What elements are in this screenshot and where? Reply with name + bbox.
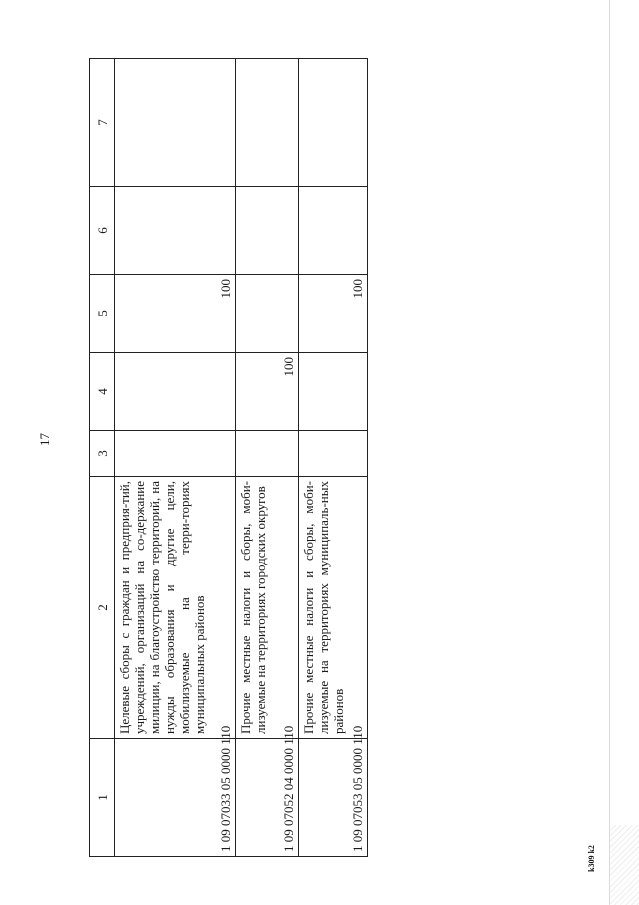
revenue-name: Целевые сборы с граждан и предприя-тий, учреждений, организаций на со-держание милиции, на благоустройство территорий, на нужды образования и другие цели, мобилизуемые на терри-ториях муниципальных районов xyxy=(115,477,236,739)
value-cell: 100 xyxy=(236,353,299,431)
scan-edge-line xyxy=(609,0,610,905)
value-cell xyxy=(115,59,236,187)
revenue-name: Прочие местные налоги и сборы, моби-лизуемые на территориях городских округов xyxy=(236,477,299,739)
value-cell xyxy=(115,353,236,431)
value-cell xyxy=(236,59,299,187)
value-cell xyxy=(236,187,299,275)
value-cell xyxy=(236,275,299,353)
rotated-table-container xyxy=(89,59,365,857)
value-cell: 100 xyxy=(115,275,236,353)
value-cell xyxy=(299,431,368,477)
column-header: 3 xyxy=(90,431,115,477)
revenue-name: Прочие местные налоги и сборы, моби-лизуемые на территориях муниципаль-ных районов xyxy=(299,477,368,739)
document-stamp: k309 k2 xyxy=(587,845,596,872)
value-cell xyxy=(236,431,299,477)
value-cell xyxy=(115,431,236,477)
table-row xyxy=(115,59,236,857)
page-number: 17 xyxy=(37,433,52,446)
column-header: 1 xyxy=(90,739,115,857)
value-cell xyxy=(299,59,368,187)
column-header: 2 xyxy=(90,477,115,739)
budget-code-table xyxy=(89,58,368,857)
value-cell xyxy=(299,353,368,431)
column-header: 5 xyxy=(90,275,115,353)
classification-code: 1 09 07053 05 0000 110 xyxy=(299,739,368,857)
value-cell: 100 xyxy=(299,275,368,353)
column-header: 7 xyxy=(90,59,115,187)
value-cell xyxy=(299,187,368,275)
table-row xyxy=(236,59,299,857)
column-header: 6 xyxy=(90,187,115,275)
table-row xyxy=(299,59,368,857)
classification-code: 1 09 07033 05 0000 110 xyxy=(115,739,236,857)
value-cell xyxy=(115,187,236,275)
table-header-row xyxy=(90,59,115,857)
scan-noise xyxy=(609,825,639,905)
classification-code: 1 09 07052 04 0000 110 xyxy=(236,739,299,857)
column-header: 4 xyxy=(90,353,115,431)
